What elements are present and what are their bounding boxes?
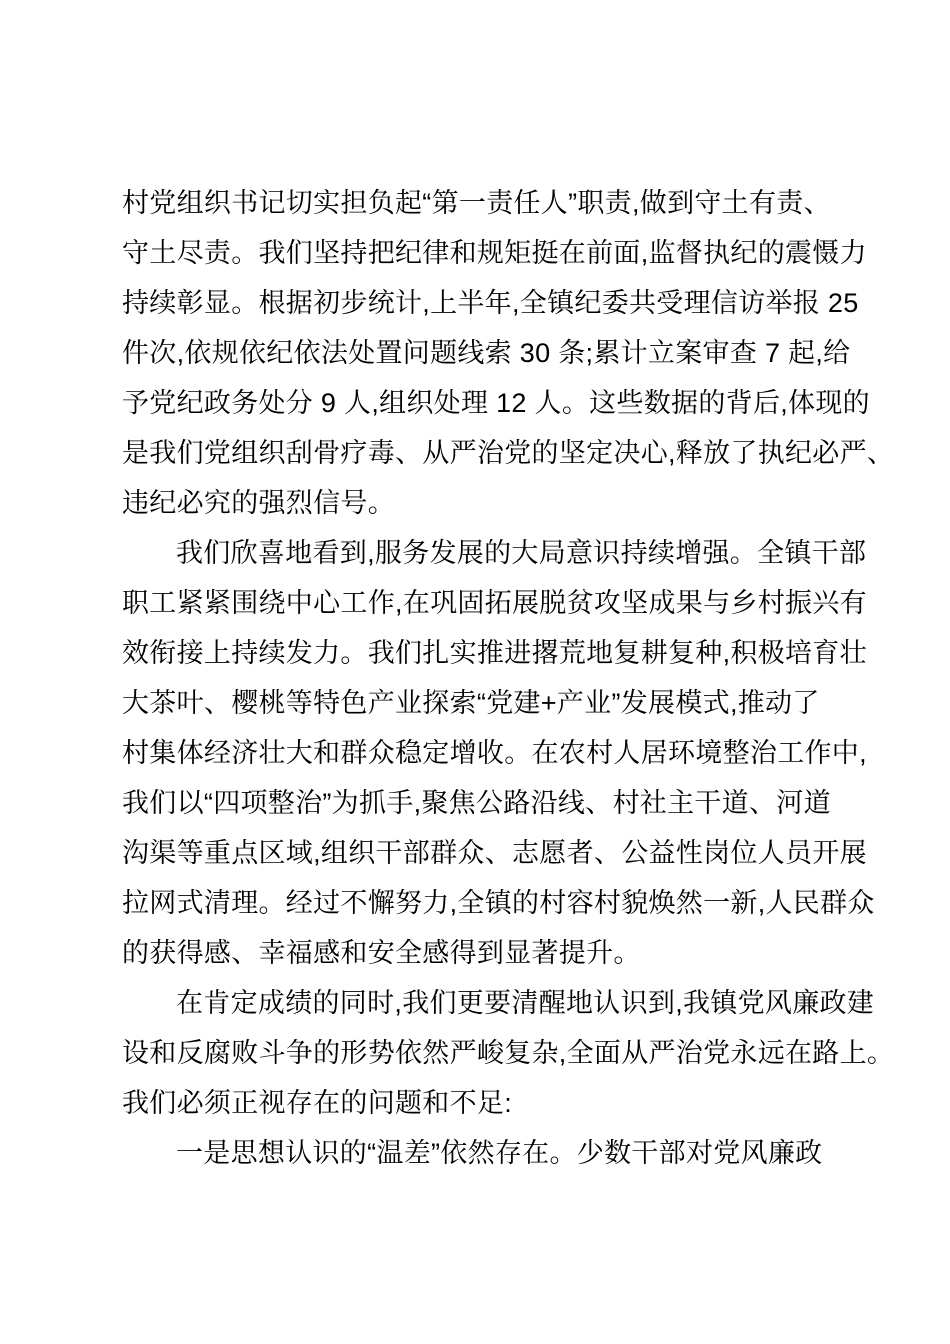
text-line: 在肯定成绩的同时,我们更要清醒地认识到,我镇党风廉政建 xyxy=(176,988,875,1018)
text-line: 职工紧紧围绕中心工作,在巩固拓展脱贫攻坚成果与乡村振兴有 xyxy=(122,588,867,618)
text-line: 沟渠等重点区域,组织干部群众、志愿者、公益性岗位人员开展 xyxy=(122,838,867,868)
paragraph xyxy=(122,978,895,1128)
text-line: 件次,依规依纪依法处置问题线索 30 条;累计立案审查 7 起,给 xyxy=(122,338,851,368)
text-line: 效衔接上持续发力。我们扎实推进撂荒地复耕复种,积极培育壮 xyxy=(122,638,867,668)
paragraph xyxy=(122,528,875,978)
text-line: 村集体经济壮大和群众稳定增收。在农村人居环境整治工作中, xyxy=(122,738,867,768)
text-line: 大茶叶、樱桃等特色产业探索“党建+产业”发展模式,推动了 xyxy=(122,688,820,718)
text-line: 的获得感、幸福感和安全感得到显著提升。 xyxy=(122,938,641,968)
paragraph xyxy=(122,1128,862,1178)
document-body xyxy=(122,178,895,1178)
text-line: 守土尽责。我们坚持把纪律和规矩挺在前面,监督执纪的震慑力 xyxy=(122,238,867,268)
text-line: 村党组织书记切实担负起“第一责任人”职责,做到守土有责、 xyxy=(122,188,831,218)
text-line: 我们欣喜地看到,服务发展的大局意识持续增强。全镇干部 xyxy=(176,538,867,568)
text-line: 违纪必究的强烈信号。 xyxy=(122,488,395,518)
paragraph xyxy=(122,178,895,528)
text-line: 我们必须正视存在的问题和不足: xyxy=(122,1088,513,1118)
text-line: 拉网式清理。经过不懈努力,全镇的村容村貌焕然一新,人民群众 xyxy=(122,888,875,918)
text-line: 是我们党组织刮骨疗毒、从严治党的坚定决心,释放了执纪必严、 xyxy=(122,438,895,468)
text-line: 设和反腐败斗争的形势依然严峻复杂,全面从严治党永远在路上。 xyxy=(122,1038,895,1068)
text-line: 予党纪政务处分 9 人,组织处理 12 人。这些数据的背后,体现的 xyxy=(122,388,870,418)
text-line: 一是思想认识的“温差”依然存在。少数干部对党风廉政 xyxy=(176,1138,823,1168)
text-line: 持续彰显。根据初步统计,上半年,全镇纪委共受理信访举报 25 xyxy=(122,288,859,318)
text-line: 我们以“四项整治”为抓手,聚焦公路沿线、村社主干道、河道 xyxy=(122,788,831,818)
